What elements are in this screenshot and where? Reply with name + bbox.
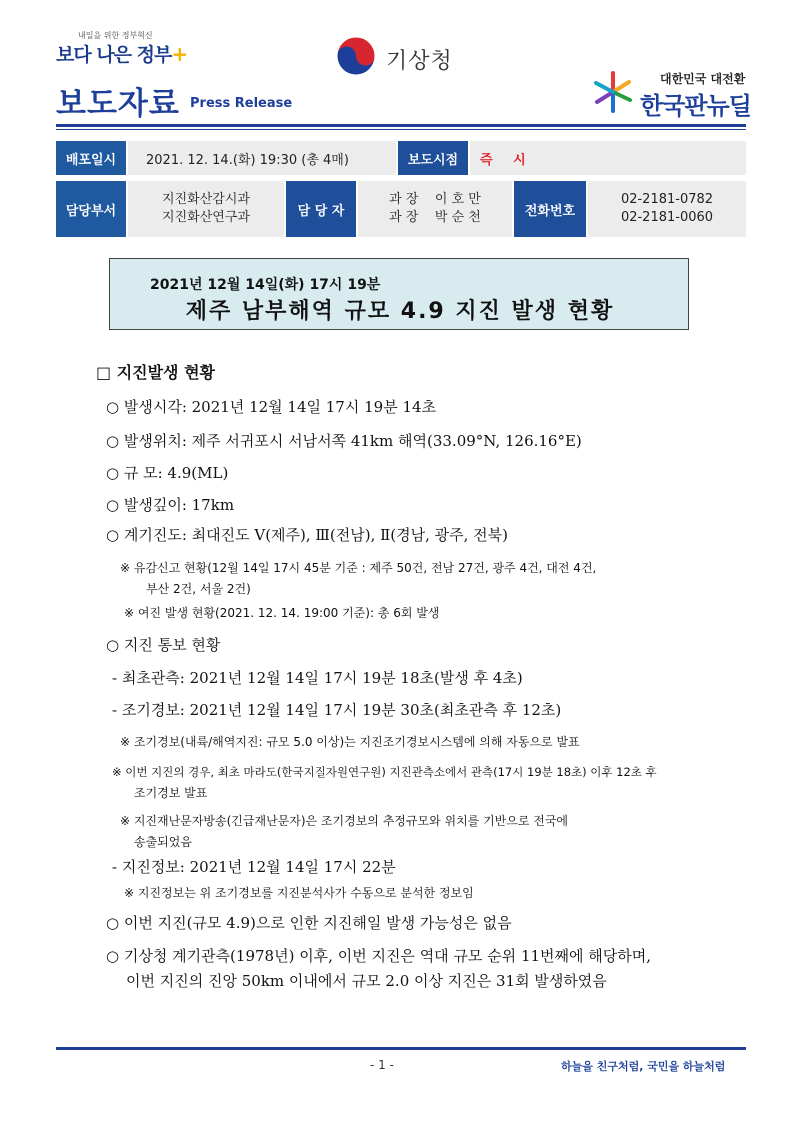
department-2: 지진화산연구과 xyxy=(162,210,250,225)
notification-heading: ○ 지진 통보 현황 xyxy=(106,636,221,654)
aftershock-note: ※ 여진 발생 현황(2021. 12. 14. 19:00 기준): 총 6회 발생 xyxy=(124,606,440,620)
early-warning-note: ※ 조기경보(내륙/해역지진: 규모 5.0 이상)는 지진조기경보시스템에 의해 자동으로 발표 xyxy=(120,735,580,749)
footer-slogan: 하늘을 친구처럼, 국민을 하늘처럼 xyxy=(561,1060,726,1073)
historical-ranking: ○ 기상청 계기관측(1978년) 이후, 이번 지진은 역대 규모 순위 11번째에 해당하며, xyxy=(106,947,651,965)
kma-name: 기상청 xyxy=(386,49,453,74)
embargo-label: 보도시점 xyxy=(398,141,468,175)
document-title: 제주 남부해역 규모 4.9 지진 발생 현황 xyxy=(185,299,615,324)
tsunami-statement: ○ 이번 지진(규모 4.9)으로 인한 지진해일 발생 가능성은 없음 xyxy=(106,914,512,932)
kma-emblem-icon xyxy=(336,36,376,76)
occurrence-location: ○ 발생위치: 제주 서귀포시 서남서쪽 41km 해역(33.09°N, 126.16°E) xyxy=(106,432,582,450)
department-label: 담당부서 xyxy=(56,181,126,237)
section-heading: □ 지진발생 현황 xyxy=(96,363,215,382)
press-release-en: Press Release xyxy=(190,96,293,111)
header-divider-thin xyxy=(56,129,746,130)
release-date-label: 배포일시 xyxy=(56,141,126,175)
phone-2: 02-2181-0060 xyxy=(620,210,714,225)
gov-logo xyxy=(56,40,187,67)
marado-note-cont: 조기경보 발표 xyxy=(134,786,208,800)
release-date-value: 2021. 12. 14.(화) 19:30 (총 4매) xyxy=(128,141,396,175)
depth: ○ 발생깊이: 17km xyxy=(106,496,235,514)
magnitude: ○ 규 모: 4.9(ML) xyxy=(106,464,229,482)
earthquake-info: - 지진정보: 2021년 12월 14일 17시 22분 xyxy=(112,858,396,876)
contact-1: 과 장 이 호 만 xyxy=(389,192,481,207)
plus-icon: + xyxy=(171,42,188,66)
header-divider xyxy=(56,124,746,127)
gov-innovation-caption: 내일을 위한 정부혁신 xyxy=(78,31,153,40)
new-deal-name: 한국판뉴딜 xyxy=(640,92,751,120)
early-warning: - 조기경보: 2021년 12월 14일 17시 19분 30초(최초관측 후 12초) xyxy=(112,701,562,719)
occurrence-time: ○ 발생시각: 2021년 12월 14일 17시 19분 14초 xyxy=(106,398,437,416)
contact-2: 과 장 박 순 천 xyxy=(389,210,481,225)
contact-label: 담 당 자 xyxy=(286,181,356,237)
department-cell xyxy=(128,181,284,237)
embargo-value: 즉 시 xyxy=(480,152,534,168)
instrumental-intensity: ○ 계기진도: 최대진도 Ⅴ(제주), Ⅲ(전남), Ⅱ(경남, 광주, 전북) xyxy=(106,526,509,544)
footer-divider xyxy=(56,1047,746,1050)
new-deal-subtitle: 대한민국 대전환 xyxy=(660,72,746,86)
first-observation: - 최초관측: 2021년 12월 14일 17시 19분 18초(발생 후 4초) xyxy=(112,669,523,687)
disaster-text-note-cont: 송출되었음 xyxy=(134,835,192,849)
phone-cell xyxy=(588,181,746,237)
page-number: - 1 - xyxy=(370,1058,394,1072)
historical-ranking-cont: 이번 지진의 진앙 50km 이내에서 규모 2.0 이상 지진은 31회 발생하였음 xyxy=(126,972,607,990)
gov-logo-text: 보다 나은 정부 xyxy=(56,44,172,66)
press-release-title: 보도자료 xyxy=(56,86,180,122)
marado-note: ※ 이번 지진의 경우, 최초 마라도(한국지질자원연구원) 지진관측소에서 관측(17시 19분 18초) 이후 12초 후 xyxy=(112,765,657,779)
contact-cell xyxy=(358,181,512,237)
felt-reports-note: ※ 유감신고 현황(12월 14일 17시 45분 기준 : 제주 50건, 전남 27건, 광주 4건, 대전 4건, xyxy=(120,561,597,575)
new-deal-emblem-icon xyxy=(593,70,633,114)
disaster-text-note: ※ 지진재난문자방송(긴급재난문자)은 조기경보의 추정규모와 위치를 기반으로 전국에 xyxy=(120,814,569,828)
phone-1: 02-2181-0782 xyxy=(620,192,714,207)
phone-label: 전화번호 xyxy=(514,181,586,237)
earthquake-info-note: ※ 지진정보는 위 조기경보를 지진분석사가 수동으로 분석한 정보임 xyxy=(124,886,474,900)
department-1: 지진화산감시과 xyxy=(162,192,250,207)
felt-reports-note-cont: 부산 2건, 서울 2건) xyxy=(146,582,251,596)
title-datetime: 2021년 12월 14일(화) 17시 19분 xyxy=(150,277,381,293)
embargo-value-cell xyxy=(470,141,746,175)
